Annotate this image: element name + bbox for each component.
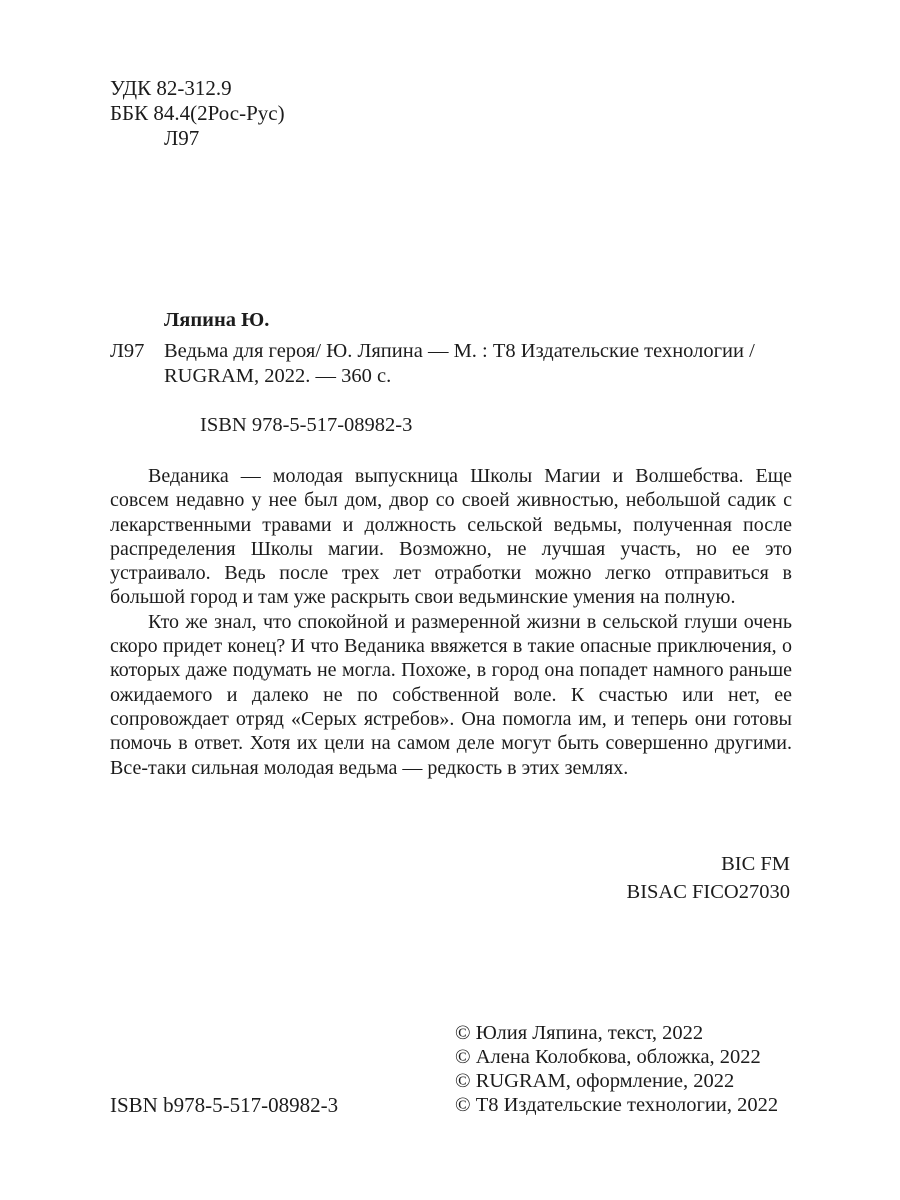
udk-line: УДК 82-312.9: [110, 76, 232, 100]
copyright-line-publisher: © Т8 Издательские технологии, 2022: [455, 1094, 779, 1116]
trade-classification-block: [627, 850, 790, 906]
bic-code-line: BIC FM: [721, 853, 790, 875]
author-sign-code: Л97: [164, 126, 200, 150]
bisac-code-line: BISAC FICO27030: [626, 881, 790, 903]
bbk-line: ББК 84.4(2Рос-Рус): [110, 101, 285, 125]
annotation-paragraph-2: Кто же знал, что спокойной и размеренной жизни в сельской глуши очень скоро придет конец? И что Веданика ввяжется в такие опасные приключения, о которых даже подумать не могла. Похоже, в город она попадет намного раньше ожидаемого и далеко не по собственной воле. К счастью или нет, ее сопровождает отряд «Серых ястребов». Она помогла им, и теперь они готовы помочь в ответ. Хотя их цели на самом деле могут быть совершенно другими. Все-таки сильная молодая ведьма — редкость в этих землях.: [110, 610, 792, 779]
footer-isbn-line: ISBN b978-5-517-08982-3: [110, 1093, 339, 1117]
annotation-paragraph-1: Веданика — молодая выпускница Школы Магии и Волшебства. Еще совсем недавно у нее был дом, двор со своей живностью, небольшой садик с лекарственными травами и должность сельской ведьмы, полученная после распределения Школы магии. Возможно, не лучшая участь, но ее это устраивало. Ведь после трех лет отработки можно легко отправиться в большой город и там уже раскрыть свои ведьминские умения на полную.: [110, 465, 792, 609]
bibliographic-entry-row: [110, 339, 792, 389]
author-name: Ляпина Ю.: [164, 309, 270, 331]
bibliographic-entry: Ведьма для героя/ Ю. Ляпина — М. : Т8 Издательские технологии / RUGRAM, 2022. — 360 с.: [164, 340, 755, 387]
classification-codes-block: [110, 76, 285, 151]
entry-code: Л97: [110, 340, 145, 362]
copyright-line-cover: © Алена Колобкова, обложка, 2022: [455, 1046, 761, 1068]
isbn-line: ISBN 978-5-517-08982-3: [200, 414, 413, 436]
copyright-line-design: © RUGRAM, оформление, 2022: [455, 1070, 735, 1092]
catalog-card-block: [110, 308, 792, 438]
annotation-block: [110, 464, 792, 780]
copyright-line-text: © Юлия Ляпина, текст, 2022: [455, 1022, 704, 1044]
copyright-block: [455, 1021, 778, 1117]
